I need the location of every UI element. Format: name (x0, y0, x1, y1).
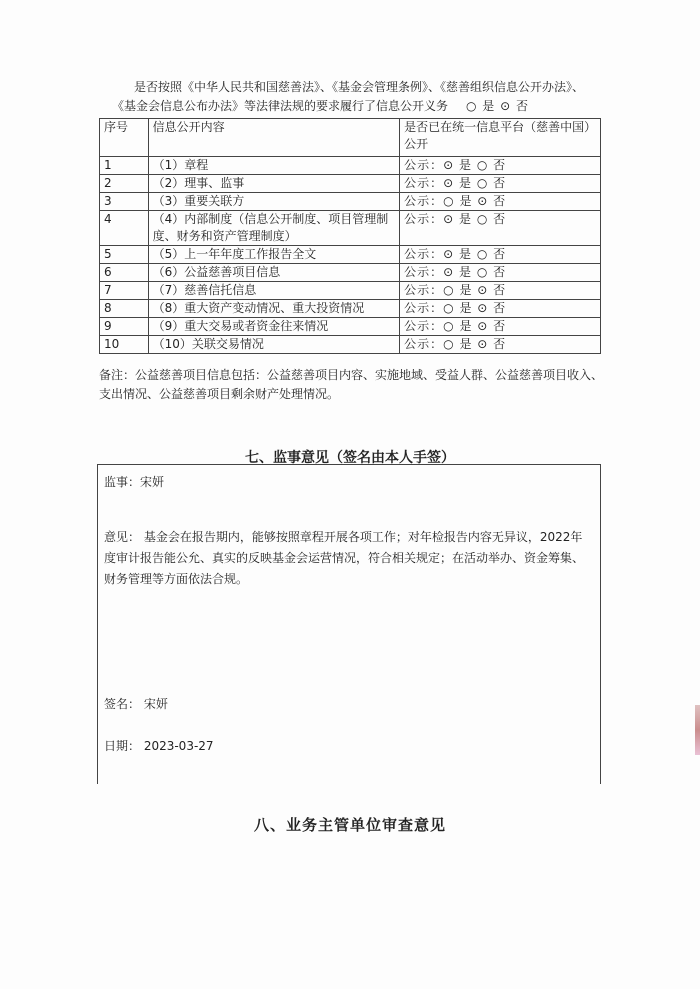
row-index: 6 (100, 264, 149, 282)
supervisor-opinion: 意见： 基金会在报告期内，能够按照章程开展各项工作；对年检报告内容无异议，2022年度审计报告能公允、真实的反映基金会运营情况，符合相关规定；在活动举办、资金筹集、财务管理等方面依法合规。 (104, 530, 585, 586)
signature-line: 签名： 宋妍 (104, 697, 168, 711)
date-line: 日期： 2023-03-27 (104, 739, 214, 753)
table-row (100, 282, 601, 300)
disclosure-question-line1: 是否按照《中华人民共和国慈善法》、《基金会管理条例》、《慈善组织信息公开办法》、 (134, 80, 585, 94)
row-content: （7）慈善信托信息 (148, 282, 400, 300)
table-row (100, 264, 601, 282)
row-status-radio[interactable]: 公示：○ 是 ⊙ 否 (400, 193, 601, 211)
row-content: （2）理事、监事 (148, 175, 400, 193)
row-index: 9 (100, 318, 149, 336)
row-index: 1 (100, 157, 149, 175)
row-index: 2 (100, 175, 149, 193)
row-content: （9）重大交易或者资金往来情况 (148, 318, 400, 336)
row-status-radio[interactable]: 公示：○ 是 ⊙ 否 (400, 282, 601, 300)
row-index: 10 (100, 336, 149, 354)
row-content: （1）章程 (148, 157, 400, 175)
section7-title: 七、监事意见（签名由本人手签） (245, 450, 455, 466)
header-platform: 是否已在统一信息平台（慈善中国）公开 (400, 119, 601, 157)
row-index: 5 (100, 246, 149, 264)
row-content: （5）上一年年度工作报告全文 (148, 246, 400, 264)
header-index: 序号 (100, 119, 149, 157)
table-row (100, 193, 601, 211)
supervisor-opinion-box (97, 464, 601, 784)
row-index: 4 (100, 211, 149, 246)
table-row (100, 318, 601, 336)
row-index: 3 (100, 193, 149, 211)
disclosure-radio-options[interactable]: ○ 是 ⊙ 否 (466, 99, 529, 113)
row-content: （3）重要关联方 (148, 193, 400, 211)
row-status-radio[interactable]: 公示：⊙ 是 ○ 否 (400, 264, 601, 282)
row-status-radio[interactable]: 公示：⊙ 是 ○ 否 (400, 211, 601, 246)
table-row (100, 246, 601, 264)
row-status-radio[interactable]: 公示：⊙ 是 ○ 否 (400, 246, 601, 264)
row-content: （8）重大资产变动情况、重大投资情况 (148, 300, 400, 318)
disclosure-question (112, 78, 602, 116)
row-status-radio[interactable]: 公示：⊙ 是 ○ 否 (400, 175, 601, 193)
table-note: 备注：公益慈善项目信息包括：公益慈善项目内容、实施地域、受益人群、公益慈善项目收入、支出情况、公益慈善项目剩余财产处理情况。 (99, 368, 604, 401)
disclosure-table (99, 118, 601, 354)
row-content: （10）关联交易情况 (148, 336, 400, 354)
table-row (100, 175, 601, 193)
row-status-radio[interactable]: 公示：○ 是 ⊙ 否 (400, 300, 601, 318)
header-content: 信息公开内容 (148, 119, 400, 157)
table-row (100, 300, 601, 318)
row-status-radio[interactable]: 公示：⊙ 是 ○ 否 (400, 157, 601, 175)
table-header-row (100, 119, 601, 157)
row-status-radio[interactable]: 公示：○ 是 ⊙ 否 (400, 336, 601, 354)
section8-title: 八、业务主管单位审查意见 (253, 816, 446, 834)
scan-edge-mark (695, 705, 700, 755)
supervisor-name: 监事：宋妍 (104, 475, 165, 489)
row-index: 8 (100, 300, 149, 318)
row-index: 7 (100, 282, 149, 300)
table-row (100, 211, 601, 246)
row-status-radio[interactable]: 公示：○ 是 ⊙ 否 (400, 318, 601, 336)
disclosure-question-line2 (112, 97, 602, 116)
row-content: （6）公益慈善项目信息 (148, 264, 400, 282)
table-row (100, 157, 601, 175)
table-row (100, 336, 601, 354)
disclosure-question-text: 《基金会信息公布办法》等法律法规的要求履行了信息公开义务 (112, 99, 449, 113)
row-content: （4）内部制度（信息公开制度、项目管理制度、财务和资产管理制度） (148, 211, 400, 246)
